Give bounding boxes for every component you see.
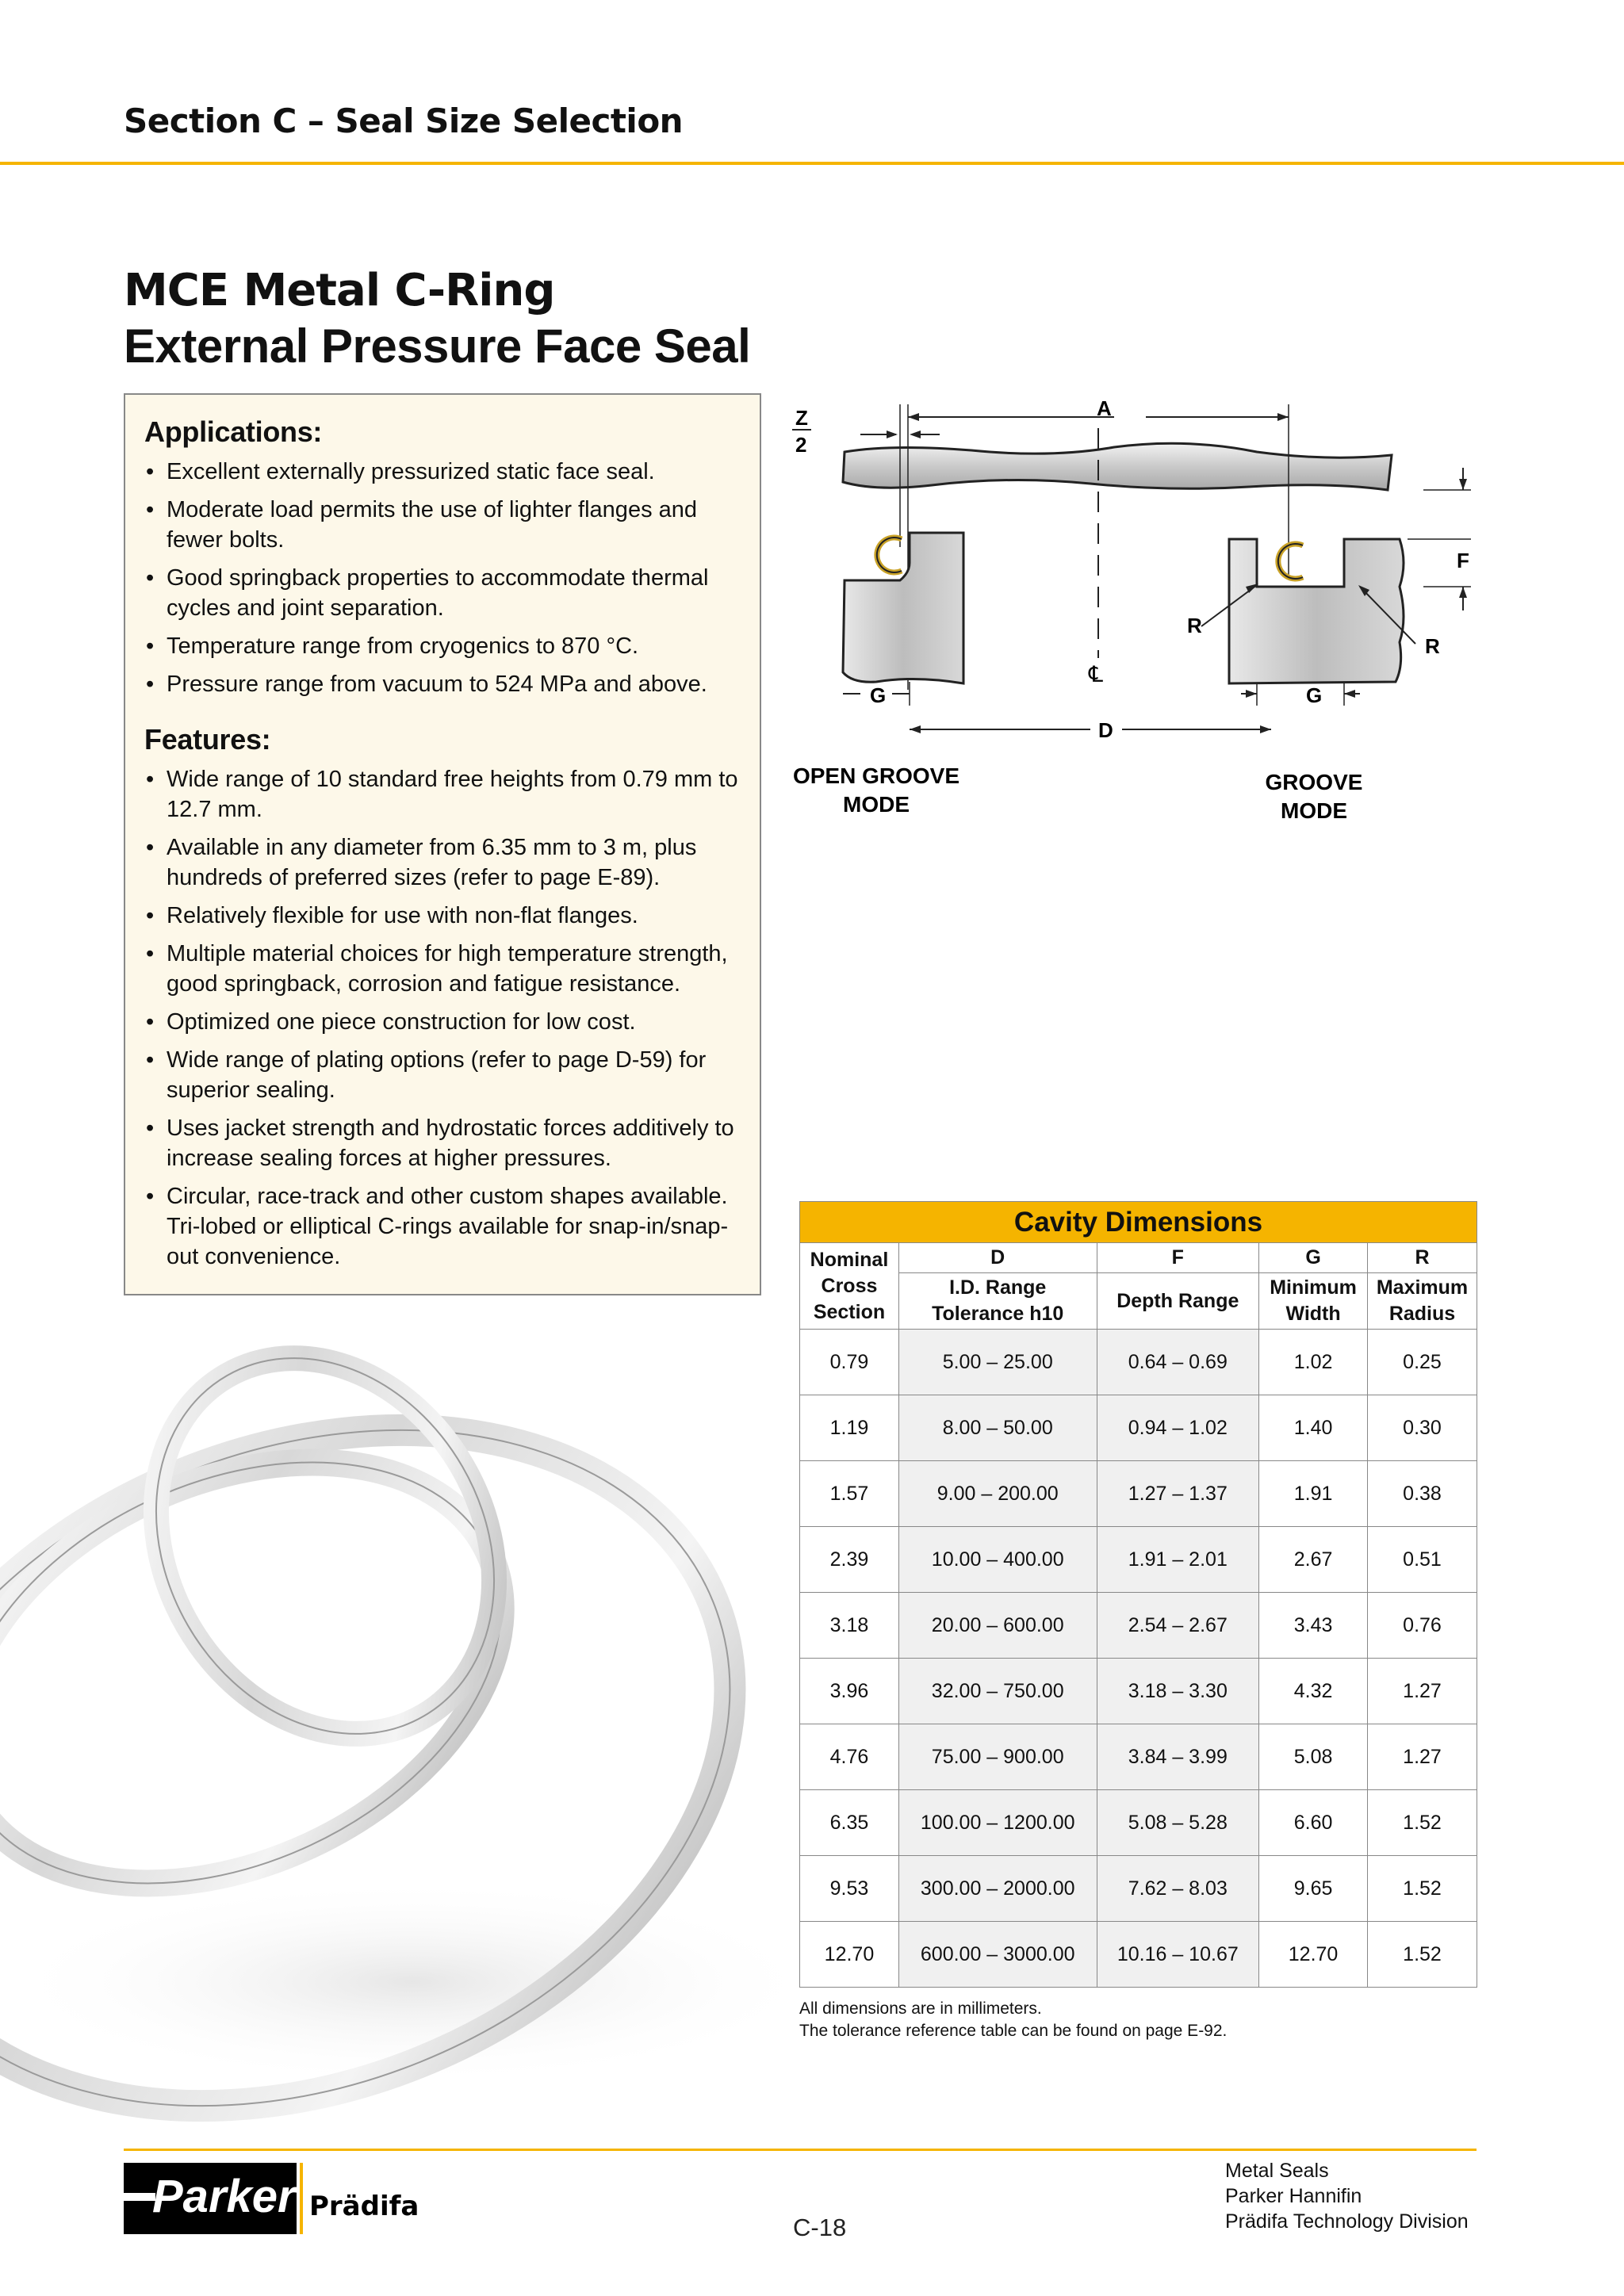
table-row (800, 1527, 1477, 1593)
table-row (800, 1395, 1477, 1461)
cell: 1.27 (1368, 1659, 1477, 1724)
note-line2: The tolerance reference table can be found on page E-92. (799, 2022, 1228, 2040)
cell: 10.16 – 10.67 (1097, 1922, 1259, 1988)
cell: 1.19 (800, 1395, 899, 1461)
title-line2: External Pressure Face Seal (124, 320, 751, 373)
cell: 1.02 (1259, 1330, 1368, 1395)
cell: 2.67 (1259, 1527, 1368, 1593)
small-ring (90, 1296, 561, 1796)
left-block (843, 533, 963, 683)
cell: 0.64 – 0.69 (1097, 1330, 1259, 1395)
note-line1: All dimensions are in millimeters. (799, 1999, 1042, 2018)
cell: 1.91 (1259, 1461, 1368, 1527)
label-g-right: G (1306, 683, 1323, 707)
cell: 1.40 (1259, 1395, 1368, 1461)
footer-line1: Metal Seals (1225, 2160, 1329, 2182)
col-subheader-d: I.D. Range Tolerance h10 (898, 1273, 1097, 1330)
list-item: • Multiple material choices for high temperature strength, good springback, corrosion and fatigue resistance. (144, 939, 742, 999)
header-rule (0, 162, 1624, 165)
cell: 75.00 – 900.00 (898, 1724, 1097, 1790)
cell: 0.30 (1368, 1395, 1477, 1461)
cell: 100.00 – 1200.00 (898, 1790, 1097, 1856)
cell: 1.27 – 1.37 (1097, 1461, 1259, 1527)
cell: 3.18 – 3.30 (1097, 1659, 1259, 1724)
open-groove-label-2: MODE (843, 792, 910, 817)
logo-brand: Parker (152, 2171, 296, 2222)
label-2: 2 (795, 433, 807, 457)
list-item: • Optimized one piece construction for low cost. (144, 1007, 742, 1037)
cell: 9.53 (800, 1856, 899, 1922)
table-caption: Cavity Dimensions (800, 1202, 1477, 1243)
table-note (799, 1998, 1227, 2042)
cell: 7.62 – 8.03 (1097, 1856, 1259, 1922)
cell: 20.00 – 600.00 (898, 1593, 1097, 1659)
medium-ring (0, 1380, 569, 1965)
title-line1: MCE Metal C-Ring (124, 265, 555, 316)
table-row (800, 1659, 1477, 1724)
cell: 3.18 (800, 1593, 899, 1659)
right-block (1229, 539, 1404, 683)
list-item: • Wide range of 10 standard free heights from 0.79 mm to 12.7 mm. (144, 764, 742, 825)
top-flange (843, 443, 1392, 490)
cell: 12.70 (800, 1922, 899, 1988)
label-r-left: R (1187, 614, 1202, 637)
applications-list (144, 457, 742, 699)
parker-logo (124, 2163, 419, 2234)
list-item: • Excellent externally pressurized static face seal. (144, 457, 742, 487)
cell: 5.00 – 25.00 (898, 1330, 1097, 1395)
cell: 0.25 (1368, 1330, 1477, 1395)
table-row (800, 1330, 1477, 1395)
label-a: A (1097, 396, 1112, 420)
cell: 0.94 – 1.02 (1097, 1395, 1259, 1461)
left-c-ring (877, 538, 902, 572)
cavity-dimensions-table (799, 1201, 1477, 1988)
table-row (800, 1922, 1477, 1988)
footer-info (1225, 2158, 1469, 2234)
label-f: F (1457, 549, 1469, 572)
cell: 1.52 (1368, 1922, 1477, 1988)
cell: 1.27 (1368, 1724, 1477, 1790)
cell: 12.70 (1259, 1922, 1368, 1988)
cell: 0.38 (1368, 1461, 1477, 1527)
c-ring-product-photo (0, 1300, 793, 2109)
table-row (800, 1593, 1477, 1659)
applications-heading: Applications: (144, 415, 323, 448)
footer-line3: Prädifa Technology Division (1225, 2210, 1469, 2233)
table-row (800, 1461, 1477, 1527)
label-centerline: ℄ (1089, 662, 1103, 687)
cell: 6.60 (1259, 1790, 1368, 1856)
col-subheader-g: Minimum Width (1259, 1273, 1368, 1330)
col-subheader-f: Depth Range (1097, 1273, 1259, 1330)
table-row (800, 1724, 1477, 1790)
footer-line2: Parker Hannifin (1225, 2185, 1362, 2207)
col-header-nominal: Nominal Cross Section (800, 1243, 899, 1330)
cell: 32.00 – 750.00 (898, 1659, 1097, 1724)
cell: 2.54 – 2.67 (1097, 1593, 1259, 1659)
label-z: Z (795, 406, 808, 430)
cell: 10.00 – 400.00 (898, 1527, 1097, 1593)
col-subheader-r: Maximum Radius (1368, 1273, 1477, 1330)
table-row (800, 1856, 1477, 1922)
col-header-g: G (1259, 1243, 1368, 1273)
cell: 9.00 – 200.00 (898, 1461, 1097, 1527)
cell: 1.91 – 2.01 (1097, 1527, 1259, 1593)
cell: 9.65 (1259, 1856, 1368, 1922)
col-header-r: R (1368, 1243, 1477, 1273)
list-item: • Wide range of plating options (refer to page D-59) for superior sealing. (144, 1045, 742, 1105)
groove-diagram (773, 388, 1487, 832)
col-header-f: F (1097, 1243, 1259, 1273)
cell: 8.00 – 50.00 (898, 1395, 1097, 1461)
cell: 0.76 (1368, 1593, 1477, 1659)
list-item: • Moderate load permits the use of lighter flanges and fewer bolts. (144, 495, 742, 555)
features-list (144, 764, 742, 1272)
cell: 2.39 (800, 1527, 899, 1593)
open-groove-label-1: OPEN GROOVE (792, 763, 960, 788)
cell: 0.79 (800, 1330, 899, 1395)
cell: 4.32 (1259, 1659, 1368, 1724)
info-box (124, 393, 761, 1295)
cell: 1.52 (1368, 1856, 1477, 1922)
cell: 5.08 (1259, 1724, 1368, 1790)
label-g-left: G (870, 683, 887, 707)
list-item: • Pressure range from vacuum to 524 MPa and above. (144, 669, 742, 699)
table-row (800, 1790, 1477, 1856)
cell: 5.08 – 5.28 (1097, 1790, 1259, 1856)
groove-label-1: GROOVE (1265, 770, 1363, 794)
col-header-d: D (898, 1243, 1097, 1273)
section-title: Section C – Seal Size Selection (124, 101, 684, 140)
list-item: • Circular, race-track and other custom shapes available. Tri-lobed or elliptical C-rings available for snap-in/snap-out convenience. (144, 1181, 742, 1272)
cell: 600.00 – 3000.00 (898, 1922, 1097, 1988)
cell: 1.57 (800, 1461, 899, 1527)
page-number: C-18 (793, 2214, 847, 2241)
right-c-ring (1278, 544, 1303, 579)
cell: 0.51 (1368, 1527, 1477, 1593)
page-title (124, 263, 750, 374)
cell: 300.00 – 2000.00 (898, 1856, 1097, 1922)
cell: 4.76 (800, 1724, 899, 1790)
list-item: • Relatively flexible for use with non-flat flanges. (144, 901, 742, 931)
cell: 1.52 (1368, 1790, 1477, 1856)
list-item: • Temperature range from cryogenics to 870 °C. (144, 631, 742, 661)
cell: 3.96 (800, 1659, 899, 1724)
groove-label-2: MODE (1281, 798, 1347, 823)
list-item: • Good springback properties to accommodate thermal cycles and joint separation. (144, 563, 742, 623)
logo-sub: Prädifa (309, 2191, 419, 2222)
list-item: • Uses jacket strength and hydrostatic forces additively to increase sealing forces at higher pressures. (144, 1113, 742, 1173)
footer-rule (124, 2149, 1477, 2151)
list-item: • Available in any diameter from 6.35 mm to 3 m, plus hundreds of preferred sizes (refer to page E-89). (144, 832, 742, 893)
label-d: D (1098, 718, 1113, 742)
cell: 3.84 – 3.99 (1097, 1724, 1259, 1790)
features-heading: Features: (144, 723, 271, 756)
cell: 6.35 (800, 1790, 899, 1856)
label-r-right: R (1425, 634, 1440, 658)
cell: 3.43 (1259, 1593, 1368, 1659)
